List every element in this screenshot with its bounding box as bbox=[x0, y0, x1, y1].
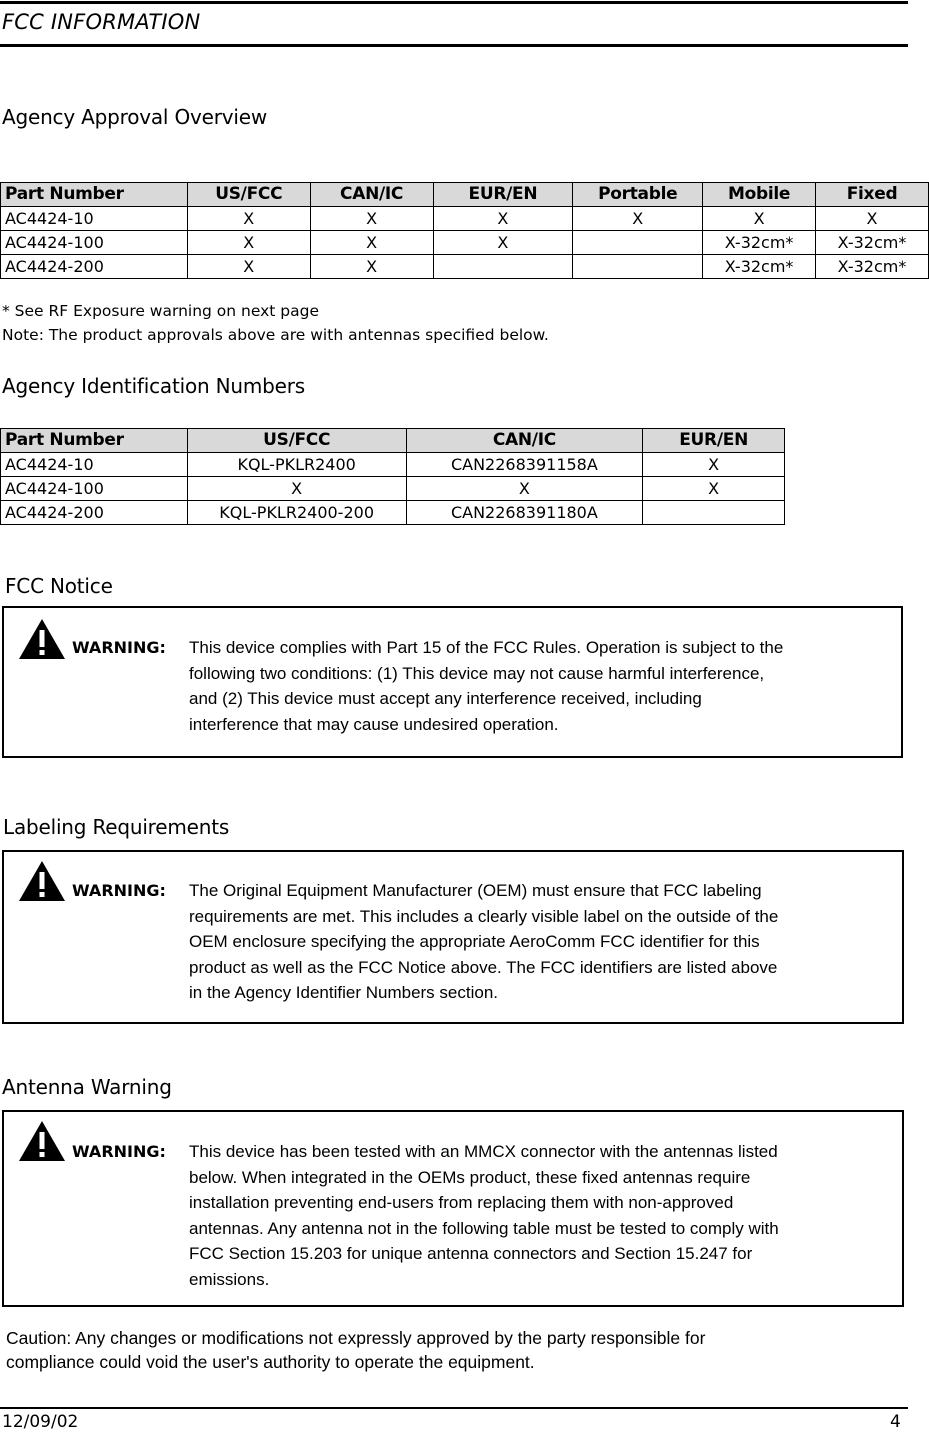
footer-date: 12/09/02 bbox=[2, 1412, 79, 1432]
text-line: Caution: Any changes or modifications not expressly approved by the party responsible for bbox=[6, 1328, 706, 1348]
text-line: This device complies with Part 15 of the FCC Rules. Operation is subject to the bbox=[189, 638, 784, 657]
table-cell: X bbox=[433, 231, 573, 255]
approval-col-us-fcc: US/FCC bbox=[187, 183, 310, 207]
table-cell: X bbox=[187, 207, 310, 231]
table-cell bbox=[433, 255, 573, 279]
approval-col-part-number: Part Number bbox=[1, 183, 188, 207]
identification-col-us-fcc: US/FCC bbox=[187, 429, 406, 453]
table-cell: X bbox=[310, 231, 433, 255]
fcc-notice-box bbox=[2, 606, 903, 758]
warning-label: WARNING: bbox=[72, 638, 166, 657]
text-line: FCC Section 15.203 for unique antenna connectors and Section 15.247 for bbox=[189, 1244, 753, 1263]
table-row bbox=[1, 207, 929, 231]
table-cell: X bbox=[433, 207, 573, 231]
text-line: interference that may cause undesired operation. bbox=[189, 714, 559, 734]
table-row bbox=[1, 453, 785, 477]
table-cell: X bbox=[643, 453, 785, 477]
table-cell bbox=[573, 255, 703, 279]
table-cell: X bbox=[310, 207, 433, 231]
labeling-heading: Labeling Requirements bbox=[3, 815, 230, 839]
table-cell: X bbox=[187, 255, 310, 279]
warning-label: WARNING: bbox=[72, 881, 166, 900]
table-cell: AC4424-10 bbox=[1, 453, 188, 477]
table-cell: KQL-PKLR2400-200 bbox=[187, 501, 406, 525]
identification-col-eur-en: EUR/EN bbox=[643, 429, 785, 453]
footer-page-number: 4 bbox=[890, 1412, 901, 1432]
table-cell: X bbox=[643, 477, 785, 501]
identification-heading: Agency Identification Numbers bbox=[2, 374, 305, 398]
identification-table bbox=[0, 428, 785, 525]
table-row bbox=[1, 477, 785, 501]
labeling-box bbox=[2, 850, 904, 1024]
text-line: emissions. bbox=[189, 1269, 270, 1289]
table-cell: AC4424-200 bbox=[1, 501, 188, 525]
text-line: in the Agency Identifier Numbers section. bbox=[189, 983, 498, 1002]
table-cell: X bbox=[406, 477, 643, 501]
table-row bbox=[1, 231, 929, 255]
approval-col-fixed: Fixed bbox=[816, 183, 929, 207]
table-cell: AC4424-100 bbox=[1, 231, 188, 255]
table-cell: X-32cm* bbox=[816, 231, 929, 255]
identification-table-header bbox=[1, 429, 785, 453]
approval-table bbox=[0, 182, 929, 279]
header-bottom-rule bbox=[0, 44, 908, 47]
caution-text bbox=[6, 1326, 886, 1374]
table-row bbox=[1, 255, 929, 279]
table-cell bbox=[643, 501, 785, 525]
text-line: OEM enclosure specifying the appropriate AeroComm FCC identifier for this bbox=[189, 932, 760, 951]
text-line: This device has been tested with an MMCX connector with the antennas listed bbox=[189, 1142, 778, 1161]
text-line: following two conditions: (1) This device may not cause harmful interference, bbox=[189, 663, 765, 683]
table-cell: CAN2268391158A bbox=[406, 453, 643, 477]
text-line: product as well as the FCC Notice above. The FCC identifiers are listed above bbox=[189, 957, 778, 977]
warning-icon bbox=[18, 618, 66, 660]
approval-table-header bbox=[1, 183, 929, 207]
warning-icon bbox=[18, 1120, 66, 1162]
table-cell: X-32cm* bbox=[816, 255, 929, 279]
table-cell: X bbox=[703, 207, 816, 231]
table-cell: X bbox=[816, 207, 929, 231]
warning-label: WARNING: bbox=[72, 1142, 166, 1161]
fcc-notice-heading: FCC Notice bbox=[5, 574, 113, 598]
page-title: FCC INFORMATION bbox=[2, 10, 201, 34]
text-line: compliance could void the user's authority to operate the equipment. bbox=[6, 1352, 535, 1372]
table-cell: AC4424-10 bbox=[1, 207, 188, 231]
text-line: requirements are met. This includes a clearly visible label on the outside of the bbox=[189, 906, 779, 926]
table-cell: X bbox=[187, 477, 406, 501]
antenna-text bbox=[189, 1139, 779, 1292]
antenna-box bbox=[2, 1110, 904, 1307]
text-line: installation preventing end-users from replacing them with non-approved bbox=[189, 1193, 734, 1212]
antenna-heading: Antenna Warning bbox=[2, 1075, 172, 1099]
approval-footnote: * See RF Exposure warning on next page bbox=[2, 302, 320, 320]
table-cell: X-32cm* bbox=[703, 231, 816, 255]
approval-heading: Agency Approval Overview bbox=[2, 105, 268, 129]
table-cell: AC4424-200 bbox=[1, 255, 188, 279]
warning-icon bbox=[18, 860, 66, 902]
table-cell: X bbox=[187, 231, 310, 255]
footer-rule bbox=[0, 1407, 908, 1409]
table-cell: X bbox=[310, 255, 433, 279]
identification-col-part-number: Part Number bbox=[1, 429, 188, 453]
table-cell: X bbox=[573, 207, 703, 231]
table-cell: AC4424-100 bbox=[1, 477, 188, 501]
table-cell: KQL-PKLR2400 bbox=[187, 453, 406, 477]
approval-col-can-ic: CAN/IC bbox=[310, 183, 433, 207]
approval-note: Note: The product approvals above are with antennas specified below. bbox=[2, 326, 549, 344]
text-line: antennas. Any antenna not in the following table must be tested to comply with bbox=[189, 1218, 779, 1238]
table-cell bbox=[573, 231, 703, 255]
approval-col-mobile: Mobile bbox=[703, 183, 816, 207]
text-line: The Original Equipment Manufacturer (OEM) must ensure that FCC labeling bbox=[189, 881, 762, 900]
fcc-notice-text bbox=[189, 635, 783, 737]
approval-col-portable: Portable bbox=[573, 183, 703, 207]
table-row bbox=[1, 501, 785, 525]
approval-col-eur-en: EUR/EN bbox=[433, 183, 573, 207]
text-line: and (2) This device must accept any interference received, including bbox=[189, 689, 702, 708]
table-cell: CAN2268391180A bbox=[406, 501, 643, 525]
table-cell: X-32cm* bbox=[703, 255, 816, 279]
labeling-text bbox=[189, 878, 778, 1006]
header-top-rule bbox=[0, 1, 908, 4]
identification-col-can-ic: CAN/IC bbox=[406, 429, 643, 453]
text-line: below. When integrated in the OEMs product, these fixed antennas require bbox=[189, 1167, 751, 1187]
